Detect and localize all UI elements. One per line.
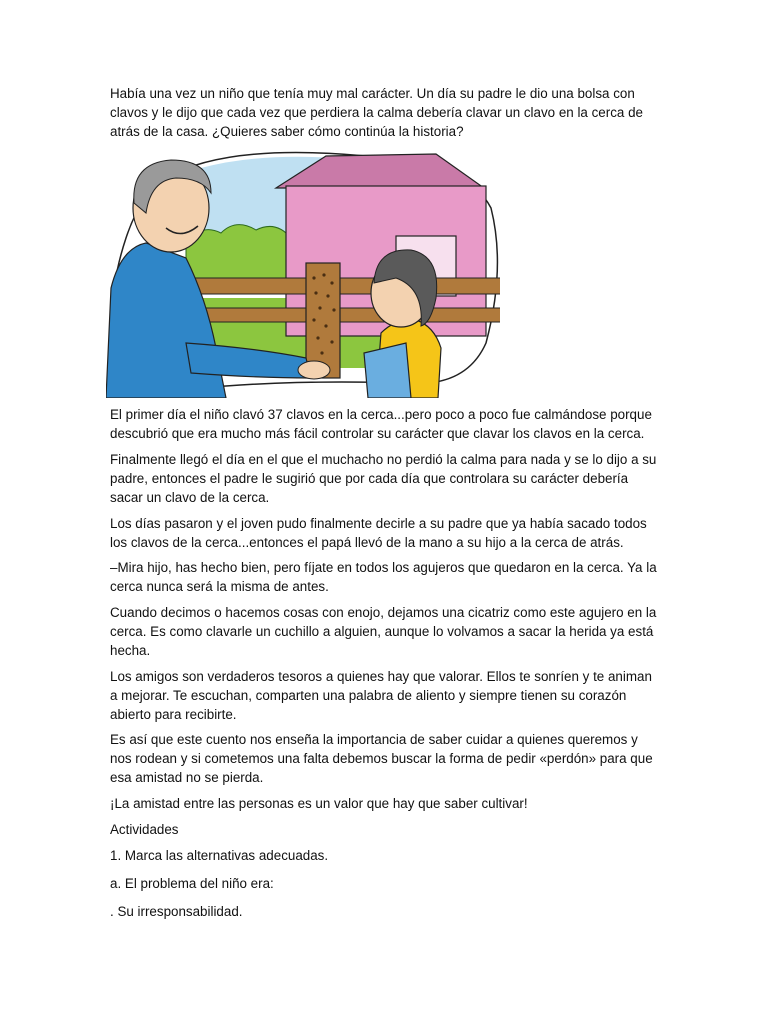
- question-1: 1. Marca las alternativas adecuadas.: [110, 848, 329, 863]
- story-paragraph-5: Cuando decimos o hacemos cosas con enojo, dejamos una cicatriz como este agujero en la cerca. Es como clavarle un cuchillo a alguien, aunque lo volvamos a sacar la herida ya está hecha.: [110, 605, 657, 658]
- activities-heading: Actividades: [110, 822, 179, 837]
- story-paragraph-2: Finalmente llegó el día en el que el muchacho no perdió la calma para nada y se lo dijo a su padre, entonces el padre le sugirió que por cada día que controlara su carácter debería sacar un clavo de la cerca.: [110, 452, 657, 505]
- intro-paragraph: Había una vez un niño que tenía muy mal carácter. Un día su padre le dio una bolsa con clavos y le dijo que cada vez que perdiera la calma debería clavar un clavo en la cerca de atrás de la casa. ¿Quieres saber cómo continúa la historia?: [110, 86, 643, 139]
- father-son-fence-illustration: [106, 148, 500, 398]
- father-hand: [298, 361, 330, 379]
- story-paragraph-1: El primer día el niño clavó 37 clavos en la cerca...pero poco a poco fue calmándose porque descubrió que era mucho más fácil controlar su carácter que clavar los clavos en la cerca.: [110, 407, 652, 441]
- answer-option-1: . Su irresponsabilidad.: [110, 904, 243, 919]
- story-paragraph-3: Los días pasaron y el joven pudo finalmente decirle a su padre que ya había sacado todos los clavos de la cerca...entonces el papá llevó de la mano a su hijo a la cerca de atrás.: [110, 516, 647, 550]
- boy-overalls: [364, 343, 411, 398]
- story-paragraph-6: Los amigos son verdaderos tesoros a quienes hay que valorar. Ellos te sonríen y te animan a mejorar. Te escuchan, comparten una palabra de aliento y siempre tienen su corazón abierto para recibirte.: [110, 669, 652, 722]
- story-paragraph-4: –Mira hijo, has hecho bien, pero fíjate en todos los agujeros que quedaron en la cerca. Ya la cerca nunca será la misma de antes.: [110, 560, 657, 594]
- story-paragraph-8: ¡La amistad entre las personas es un valor que hay que saber cultivar!: [110, 796, 528, 811]
- question-1a: a. El problema del niño era:: [110, 876, 274, 891]
- story-paragraph-7: Es así que este cuento nos enseña la importancia de saber cuidar a quienes queremos y nos rodean y si cometemos una falta debemos buscar la forma de pedir «perdón» para que esa amistad no se pierda.: [110, 732, 653, 785]
